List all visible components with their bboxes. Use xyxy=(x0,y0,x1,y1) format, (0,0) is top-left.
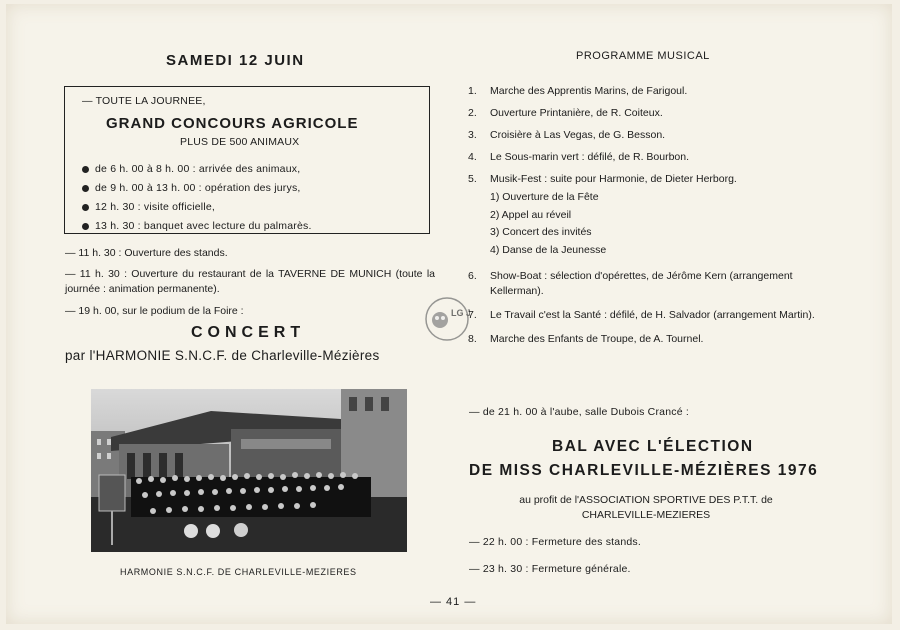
program-list xyxy=(468,84,838,347)
bullet-item: de 6 h. 00 à 8 h. 00 : arrivée des animaux, xyxy=(82,160,312,179)
box-subheading: PLUS DE 500 ANIMAUX xyxy=(180,136,300,148)
program-item: 5. Musik-Fest : suite pour Harmonie, de Dieter Herborg. xyxy=(468,173,737,185)
bullet-dot-icon xyxy=(82,223,89,230)
bal-heading-line2: DE MISS CHARLEVILLE-MÉZIÈRES 1976 xyxy=(469,462,819,479)
box-bullet-list xyxy=(82,160,312,236)
program-subitem: 3) Concert des invités xyxy=(490,226,592,238)
band-photo-image xyxy=(91,389,407,552)
box-heading: GRAND CONCOURS AGRICOLE xyxy=(106,115,359,132)
program-item: 8. Marche des Enfants de Troupe, de A. Tournel. xyxy=(468,333,704,345)
harmonie-line: par l'HARMONIE S.N.C.F. de Charleville-Mézières xyxy=(65,348,380,363)
program-subitem: 2) Appel au réveil xyxy=(490,208,572,221)
photo-caption: HARMONIE S.N.C.F. DE CHARLEVILLE-MEZIERES xyxy=(120,567,357,577)
bullet-item: de 9 h. 00 à 13 h. 00 : opération des jurys, xyxy=(82,179,312,198)
closing-general: — 23 h. 30 : Fermeture générale. xyxy=(469,563,631,575)
program-item: 1. Marche des Apprentis Marins, de Farigoul. xyxy=(468,85,688,97)
bullet-dot-icon xyxy=(82,166,89,173)
concert-heading: CONCERT xyxy=(191,324,306,341)
date-title: SAMEDI 12 JUIN xyxy=(166,52,305,69)
bullet-item: 12 h. 30 : visite officielle, xyxy=(82,198,312,217)
page-number: — 41 — xyxy=(430,596,477,608)
program-item: 2. Ouverture Printanière, de R. Coiteux. xyxy=(468,107,663,119)
program-item: 6. Show-Boat : sélection d'opérettes, de Jérôme Kern (arrangement Kellerman). xyxy=(468,270,793,297)
program-subitem: 4) Danse de la Jeunesse xyxy=(490,243,607,256)
program-item: 4. Le Sous-marin vert : défilé, de R. Bourbon. xyxy=(468,151,690,163)
event-stands: — 11 h. 30 : Ouverture des stands. xyxy=(65,247,228,259)
profit-note: au profit de l'ASSOCIATION SPORTIVE DES P.T.T. de CHARLEVILLE-MEZIERES xyxy=(519,494,773,521)
program-subitem: 1) Ouverture de la Fête xyxy=(490,191,599,203)
bal-heading-line1: BAL AVEC L'ÉLECTION xyxy=(552,438,754,455)
program-item: 3. Croisière à Las Vegas, de G. Besson. xyxy=(468,129,666,141)
bullet-item: 13 h. 30 : banquet avec lecture du palmarès. xyxy=(82,217,312,236)
bullet-dot-icon xyxy=(82,204,89,211)
program-item: 7. Le Travail c'est la Santé : défilé, de H. Salvador (arrangement Martin). xyxy=(468,309,815,321)
band-photo xyxy=(91,389,407,552)
program-title: PROGRAMME MUSICAL xyxy=(576,50,710,62)
stamp-text: LG J xyxy=(451,308,470,318)
event-concert-intro: — 19 h. 00, sur le podium de la Foire : xyxy=(65,305,244,317)
bullet-dot-icon xyxy=(82,185,89,192)
box-line-all-day: — TOUTE LA JOURNEE, xyxy=(82,95,206,107)
library-stamp xyxy=(424,296,470,342)
event-restaurant: — 11 h. 30 : Ouverture du restaurant de la TAVERNE DE MUNICH (toute la journée : animation permanente). xyxy=(65,268,435,295)
closing-stands: — 22 h. 00 : Fermeture des stands. xyxy=(469,536,641,548)
evening-event: — de 21 h. 00 à l'aube, salle Dubois Crancé : xyxy=(469,406,689,418)
